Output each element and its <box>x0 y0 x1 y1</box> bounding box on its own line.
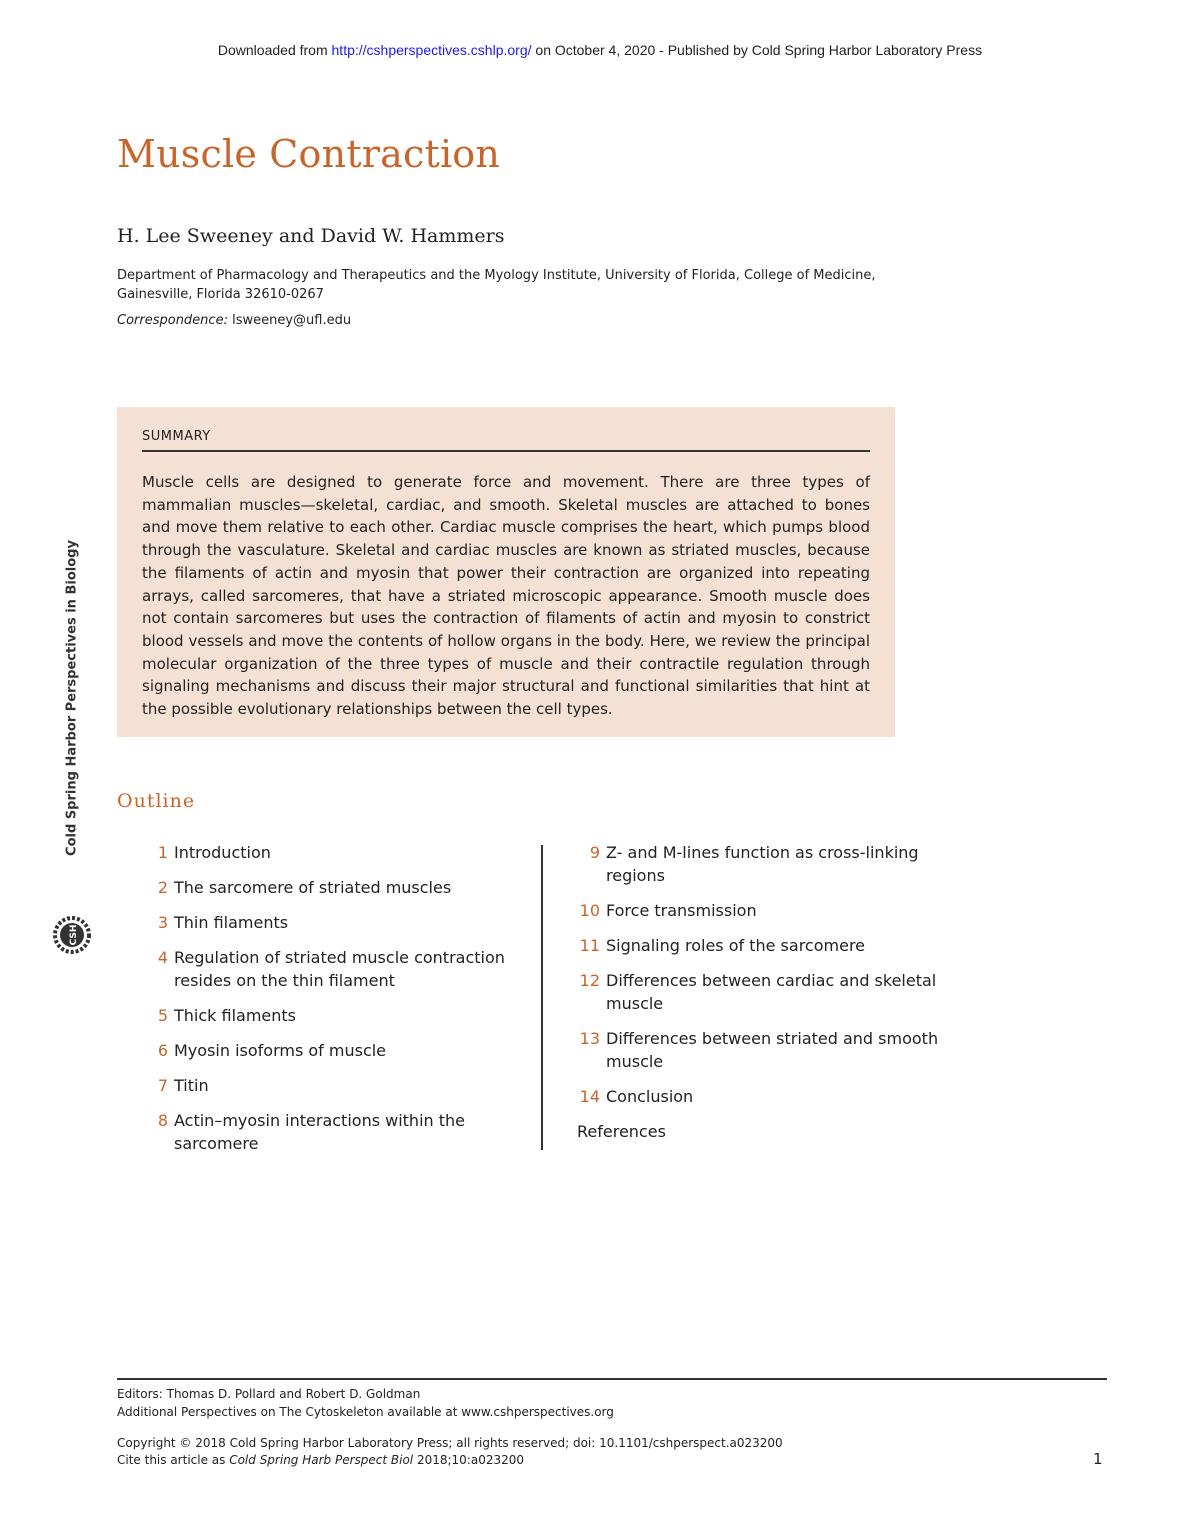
outline-label: Signaling roles of the sarcomere <box>606 936 866 955</box>
author-affiliation: Department of Pharmacology and Therapeutics and the Myology Institute, University of Florida, College of Medicine, Gainesville, Florida 32610-0267 <box>117 268 876 302</box>
correspondence-label: Correspondence: <box>117 313 228 328</box>
download-notice <box>0 42 1200 58</box>
outline-number: 14 <box>579 1087 600 1106</box>
footer-editors: Editors: Thomas D. Pollard and Robert D. Goldman <box>117 1387 421 1401</box>
outline-item-11[interactable] <box>572 934 972 957</box>
correspondence <box>117 313 351 328</box>
outline-item-8[interactable] <box>140 1109 535 1155</box>
outline-number: 10 <box>579 901 600 920</box>
summary-text: Muscle cells are designed to generate force and movement. There are three types of mammalian muscles—skeletal, cardiac, and smooth. Skeletal muscles are attached to bones and move them relative to each other. Cardiac muscle comprises the heart, which pumps blood through the vasculature. Skeletal and cardiac muscles are known as striated muscles, because the filaments of actin and myosin that power their contraction are organized into repeating arrays, called sarcomeres, that have a striated microscopic appearance. Smooth muscle does not contain sarcomeres but uses the contraction of filaments of actin and myosin to constrict blood vessels and move the contents of hollow organs in the body. Here, we review the principal molecular organization of the three types of muscle and their contractile regulation through signaling mechanisms and discuss their major structural and functional similarities that hint at the possible evolutionary relationships between the cell types. <box>142 473 870 719</box>
outline-number: 6 <box>157 1041 168 1060</box>
outline-right-column <box>572 841 972 1143</box>
outline-item-7[interactable] <box>140 1074 535 1097</box>
outline-heading: Outline <box>117 790 196 812</box>
outline-item-5[interactable] <box>140 1004 535 1027</box>
outline-label: Titin <box>174 1076 209 1095</box>
outline-number: 7 <box>157 1076 168 1095</box>
outline-label: Regulation of striated muscle contraction resides on the thin filament <box>174 948 505 990</box>
footer-citation <box>117 1453 524 1467</box>
outline-number: 2 <box>157 878 168 897</box>
article-title: Muscle Contraction <box>117 132 501 176</box>
page-number: 1 <box>1093 1450 1103 1468</box>
footer-divider <box>117 1378 1107 1380</box>
summary-heading: SUMMARY <box>142 429 870 452</box>
outline-item-13[interactable] <box>572 1027 972 1073</box>
outline-label: Actin–myosin interactions within the sarcomere <box>174 1111 465 1153</box>
outline-item-14[interactable] <box>572 1085 972 1108</box>
outline-references[interactable]: References <box>577 1122 666 1141</box>
outline-left-column <box>140 841 535 1167</box>
citation-journal: Cold Spring Harb Perspect Biol <box>229 1453 414 1467</box>
outline-label: Thin filaments <box>174 913 289 932</box>
outline-label: The sarcomere of striated muscles <box>174 878 452 897</box>
summary-box <box>117 407 895 737</box>
outline-number: 13 <box>579 1029 600 1048</box>
outline-label: Myosin isoforms of muscle <box>174 1041 387 1060</box>
article-authors: H. Lee Sweeney and David W. Hammers <box>117 225 505 247</box>
outline-label: Z- and M-lines function as cross-linking regions <box>606 843 919 885</box>
csh-logo-text: CSH <box>69 924 79 946</box>
outline-number: 11 <box>579 936 600 955</box>
outline-number: 8 <box>157 1111 168 1130</box>
download-url-link[interactable]: http://cshperspectives.cshlp.org/ <box>331 42 532 58</box>
outline-item-12[interactable] <box>572 969 972 1015</box>
outline-number: 3 <box>157 913 168 932</box>
outline-item-9[interactable] <box>572 841 972 887</box>
outline-item-6[interactable] <box>140 1039 535 1062</box>
outline-number: 12 <box>579 971 600 990</box>
outline-label: Conclusion <box>606 1087 694 1106</box>
outline-column-divider <box>541 845 543 1150</box>
download-prefix: Downloaded from <box>217 42 332 58</box>
download-suffix: on October 4, 2020 - Published by Cold Spring Harbor Laboratory Press <box>531 42 983 58</box>
outline-item-2[interactable] <box>140 876 535 899</box>
outline-item-4[interactable] <box>140 946 535 992</box>
outline-label: Differences between striated and smooth muscle <box>606 1029 939 1071</box>
journal-name-vertical: Cold Spring Harbor Perspectives in Biology <box>64 540 80 856</box>
outline-label: Force transmission <box>606 901 757 920</box>
outline-number: 1 <box>157 843 168 862</box>
csh-logo-icon <box>52 915 92 955</box>
outline-label: Differences between cardiac and skeletal muscle <box>606 971 937 1013</box>
outline-label: Introduction <box>174 843 271 862</box>
outline-number: 4 <box>157 948 168 967</box>
outline-item-1[interactable] <box>140 841 535 864</box>
footer-copyright: Copyright © 2018 Cold Spring Harbor Laboratory Press; all rights reserved; doi: 10.1101/cshperspect.a023200 <box>117 1436 783 1450</box>
outline-number: 9 <box>589 843 600 862</box>
outline-item-3[interactable] <box>140 911 535 934</box>
correspondence-email[interactable]: lsweeney@ufl.edu <box>227 313 352 328</box>
footer-additional-perspectives: Additional Perspectives on The Cytoskeleton available at www.cshperspectives.org <box>117 1405 614 1419</box>
outline-label: Thick filaments <box>174 1006 297 1025</box>
outline-item-10[interactable] <box>572 899 972 922</box>
journal-side-banner <box>50 540 94 960</box>
outline-number: 5 <box>157 1006 168 1025</box>
citation-prefix: Cite this article as <box>117 1453 230 1467</box>
citation-suffix: 2018;10:a023200 <box>413 1453 525 1467</box>
